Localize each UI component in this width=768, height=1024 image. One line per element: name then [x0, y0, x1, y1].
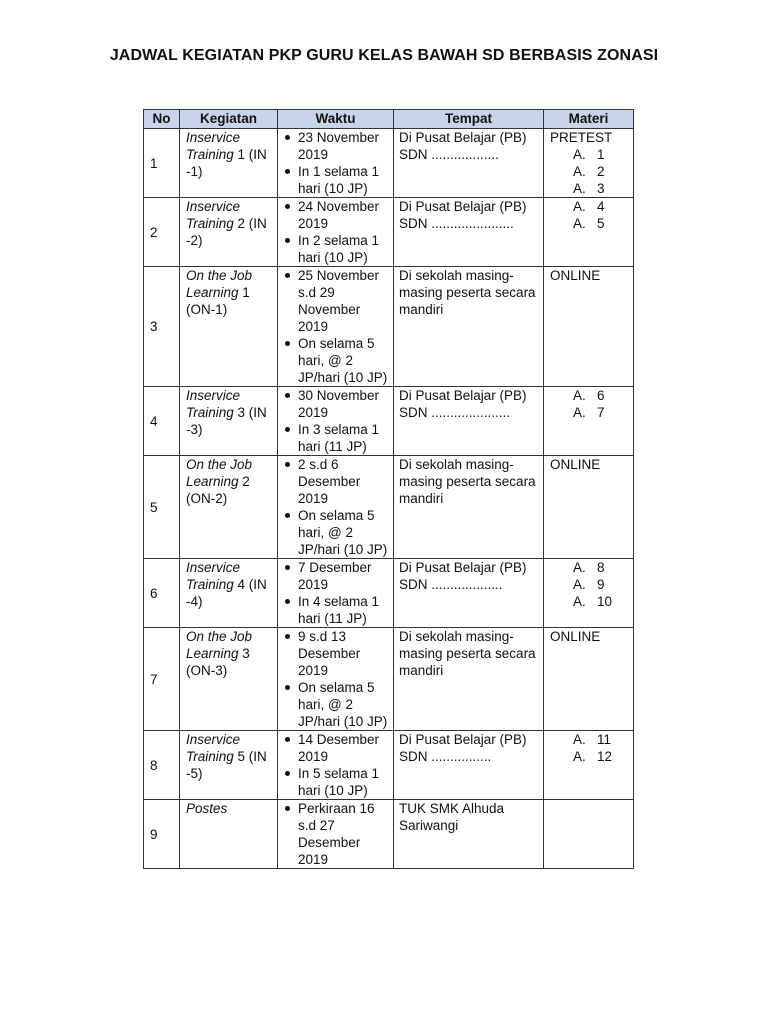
cell-tempat: Di sekolah masing-masing peserta secara mandiri	[394, 456, 544, 559]
cell-no: 5	[144, 456, 180, 559]
table-row	[144, 387, 634, 456]
materi-item-marker: A.	[573, 181, 586, 196]
cell-waktu	[278, 731, 394, 800]
cell-waktu	[278, 267, 394, 387]
waktu-bullet: In 5 selama 1 hari (10 JP)	[298, 765, 393, 799]
materi-item-number: 9	[597, 577, 605, 592]
cell-kegiatan	[180, 800, 278, 869]
materi-item-number: 12	[597, 749, 613, 764]
kegiatan-name: Inservice Training	[186, 732, 241, 764]
table-row	[144, 129, 634, 198]
kegiatan-name: On the Job Learning	[186, 457, 253, 489]
schedule-table	[143, 109, 634, 869]
kegiatan-code: 1 (ON-1)	[186, 285, 250, 317]
materi-item-marker: A.	[573, 405, 586, 420]
materi-item-number: 6	[597, 388, 605, 403]
waktu-bullet: In 2 selama 1 hari (10 JP)	[298, 232, 393, 266]
cell-kegiatan	[180, 456, 278, 559]
waktu-bullet: 30 November 2019	[298, 387, 393, 421]
cell-no: 6	[144, 559, 180, 628]
kegiatan-name: Inservice Training	[186, 199, 241, 231]
kegiatan-name: Inservice Training	[186, 388, 241, 420]
header-waktu: Waktu	[278, 110, 394, 129]
materi-label: ONLINE	[550, 457, 601, 472]
cell-no: 2	[144, 198, 180, 267]
cell-waktu	[278, 456, 394, 559]
waktu-bullet: On selama 5 hari, @ 2 JP/hari (10 JP)	[298, 507, 393, 558]
cell-kegiatan	[180, 731, 278, 800]
materi-label: ONLINE	[550, 268, 601, 283]
cell-kegiatan	[180, 129, 278, 198]
cell-materi	[544, 800, 634, 869]
table-row	[144, 628, 634, 731]
materi-item-number: 1	[597, 147, 605, 162]
table-row	[144, 800, 634, 869]
cell-tempat: Di Pusat Belajar (PB) SDN .....................	[394, 387, 544, 456]
header-materi: Materi	[544, 110, 634, 129]
materi-label: ONLINE	[550, 629, 601, 644]
materi-item	[550, 146, 633, 163]
materi-item	[550, 593, 633, 610]
cell-no: 9	[144, 800, 180, 869]
cell-materi	[544, 559, 634, 628]
materi-item-number: 2	[597, 164, 605, 179]
materi-item-number: 5	[597, 216, 605, 231]
cell-tempat: Di Pusat Belajar (PB) SDN ..................	[394, 129, 544, 198]
cell-kegiatan	[180, 559, 278, 628]
cell-no: 3	[144, 267, 180, 387]
cell-waktu	[278, 129, 394, 198]
cell-kegiatan	[180, 267, 278, 387]
kegiatan-name: On the Job Learning	[186, 268, 253, 300]
kegiatan-code: 3 (ON-3)	[186, 646, 250, 678]
materi-item	[550, 731, 633, 748]
kegiatan-name: On the Job Learning	[186, 629, 253, 661]
materi-item-marker: A.	[573, 732, 586, 747]
table-header-row	[144, 110, 634, 129]
cell-no: 8	[144, 731, 180, 800]
table-row	[144, 198, 634, 267]
waktu-bullet: 9 s.d 13 Desember 2019	[298, 628, 393, 679]
waktu-bullet: 2 s.d 6 Desember 2019	[298, 456, 393, 507]
waktu-bullet: In 3 selama 1 hari (11 JP)	[298, 421, 393, 455]
materi-item	[550, 198, 633, 215]
waktu-bullet: On selama 5 hari, @ 2 JP/hari (10 JP)	[298, 679, 393, 730]
cell-no: 1	[144, 129, 180, 198]
table-row	[144, 559, 634, 628]
materi-item-number: 11	[597, 732, 612, 747]
cell-tempat: Di Pusat Belajar (PB) SDN ......................	[394, 198, 544, 267]
kegiatan-code: 5 (IN -5)	[186, 749, 267, 781]
cell-tempat: TUK SMK Alhuda Sariwangi	[394, 800, 544, 869]
cell-waktu	[278, 559, 394, 628]
table-row	[144, 456, 634, 559]
materi-item-marker: A.	[573, 594, 586, 609]
materi-item-number: 8	[597, 560, 605, 575]
waktu-bullet: Perkiraan 16 s.d 27 Desember 2019	[298, 800, 393, 868]
waktu-bullet: 7 Desember 2019	[298, 559, 393, 593]
cell-tempat: Di Pusat Belajar (PB) SDN ...................	[394, 559, 544, 628]
cell-no: 4	[144, 387, 180, 456]
kegiatan-code: 2 (ON-2)	[186, 474, 250, 506]
materi-item-marker: A.	[573, 560, 586, 575]
materi-item	[550, 404, 633, 421]
cell-waktu	[278, 198, 394, 267]
kegiatan-code: 1 (IN -1)	[186, 147, 267, 179]
materi-item-marker: A.	[573, 199, 586, 214]
materi-item-number: 7	[597, 405, 605, 420]
kegiatan-code: 4 (IN -4)	[186, 577, 267, 609]
cell-materi	[544, 456, 634, 559]
table-body	[144, 129, 634, 869]
kegiatan-code: 2 (IN -2)	[186, 216, 267, 248]
materi-item	[550, 163, 633, 180]
cell-materi	[544, 731, 634, 800]
header-kegiatan: Kegiatan	[180, 110, 278, 129]
cell-waktu	[278, 387, 394, 456]
waktu-bullet: On selama 5 hari, @ 2 JP/hari (10 JP)	[298, 335, 393, 386]
table-row	[144, 267, 634, 387]
waktu-bullet: In 4 selama 1 hari (11 JP)	[298, 593, 393, 627]
materi-item-marker: A.	[573, 577, 586, 592]
header-tempat: Tempat	[394, 110, 544, 129]
cell-materi	[544, 387, 634, 456]
materi-item-marker: A.	[573, 147, 586, 162]
materi-item-number: 10	[597, 594, 613, 609]
cell-materi	[544, 628, 634, 731]
materi-item	[550, 748, 633, 765]
table-row	[144, 731, 634, 800]
cell-tempat: Di Pusat Belajar (PB) SDN ................	[394, 731, 544, 800]
waktu-bullet: 24 November 2019	[298, 198, 393, 232]
kegiatan-name: Postes	[186, 801, 228, 816]
cell-no: 7	[144, 628, 180, 731]
materi-item-marker: A.	[573, 749, 586, 764]
materi-item-marker: A.	[573, 216, 586, 231]
materi-item-number: 4	[597, 199, 605, 214]
document-title: JADWAL KEGIATAN PKP GURU KELAS BAWAH SD BERBASIS ZONASI	[109, 47, 659, 64]
cell-materi	[544, 129, 634, 198]
header-no: No	[144, 110, 180, 129]
waktu-bullet: 23 November 2019	[298, 129, 393, 163]
materi-item-marker: A.	[573, 164, 586, 179]
waktu-bullet: 14 Desember 2019	[298, 731, 393, 765]
kegiatan-name: Inservice Training	[186, 560, 241, 592]
kegiatan-name: Inservice Training	[186, 130, 241, 162]
materi-item-marker: A.	[573, 388, 586, 403]
cell-kegiatan	[180, 198, 278, 267]
cell-materi	[544, 267, 634, 387]
materi-item	[550, 559, 633, 576]
cell-tempat: Di sekolah masing-masing peserta secara mandiri	[394, 628, 544, 731]
materi-item	[550, 576, 633, 593]
materi-label: PRETEST	[550, 130, 613, 145]
materi-item-number: 3	[597, 181, 605, 196]
cell-tempat: Di sekolah masing-masing peserta secara mandiri	[394, 267, 544, 387]
materi-item	[550, 387, 633, 404]
cell-waktu	[278, 628, 394, 731]
cell-kegiatan	[180, 387, 278, 456]
kegiatan-code: 3 (IN -3)	[186, 405, 267, 437]
waktu-bullet: 25 November s.d 29 November 2019	[298, 267, 393, 335]
waktu-bullet: In 1 selama 1 hari (10 JP)	[298, 163, 393, 197]
cell-kegiatan	[180, 628, 278, 731]
cell-materi	[544, 198, 634, 267]
materi-item	[550, 215, 633, 232]
cell-waktu	[278, 800, 394, 869]
materi-item	[550, 180, 633, 197]
